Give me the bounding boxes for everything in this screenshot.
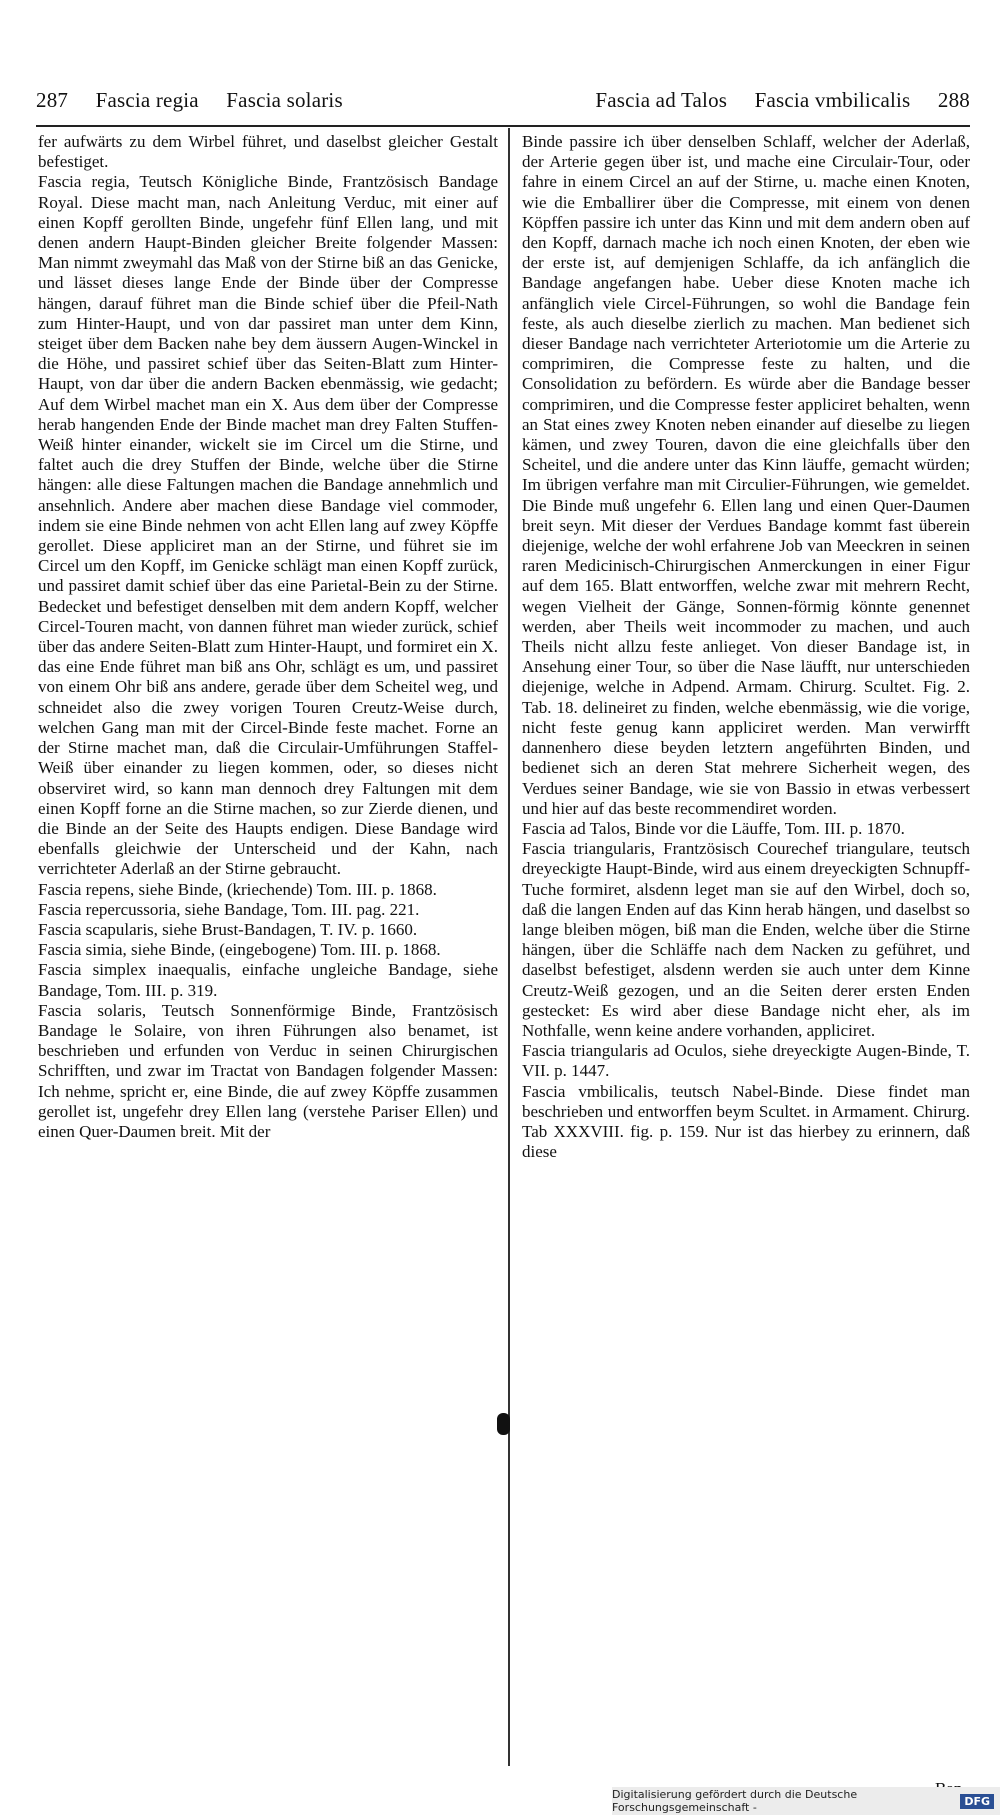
footer-text: Digitalisierung gefördert durch die Deutsche Forschungsgemeinschaft - (612, 1788, 858, 1814)
page-number-right: 288 (937, 88, 970, 112)
entry-fascia-vmbilicalis: Fascia vmbilicalis, teutsch Nabel-Binde. Diese findet man beschrieben und entworffen beym Scultet. in Armament. Chirurg. Tab XXXVIII. fig. p. 159. Nur ist das hierbey zu erinnern, daß diese (522, 1081, 970, 1162)
entry-fascia-simplex: Fascia simplex inaequalis, einfache ungleiche Bandage, siehe Bandage, Tom. III. p. 319. (38, 960, 498, 1000)
entry-fascia-triangularis: Fascia triangularis, Frantzösisch Courechef triangulare, teutsch dreyeckigte Haupt-Binde, wird aus einem dreyeckigten Schnupff-Tuche formiret, alsdenn leget man sie auf den Wirbel, doch so, daß die langen Enden auf das Kinn herab hängen, und daselbst so lange bleiben mögen, biß man die Enden, welche über die Stirne hängen, über die Schläffe nach dem Nacken zu geführet, und daselbst befestiget, alsdenn werden sie auch unter dem Kinne Creutz-Weiß gezogen, und an die Seiten derer ersten Enden gestecket: Es wird aber diese Bandage nicht eher, als im Nothfalle, wenn keine andere vorhanden, appliciret. (522, 839, 970, 1040)
header-term-4: Fascia vmbilicalis (754, 88, 911, 112)
column-divider (508, 128, 510, 1766)
header-term-1: Fascia regia (95, 88, 199, 112)
digitization-footer (612, 1787, 1000, 1815)
entry-solaris-continued: Binde passire ich über denselben Schlaff, welcher der Aderlaß, der Arterie gegen über ist, und mache eine Circulair-Tour, oder fahre in einem Circel an auf der Stirne, u. mache einen Knoten, wie die Emballirer über die Compresse, mit einem von denen Köpffen passire ich unter das Kinn und mit dem andern oben auf den Kopff, darnach mache ich noch einen Knoten, der eben wie der erste ist, auf demjenigen Schlaffe, da ich anfänglich die Bandage angefangen habe. Ueber diese Knoten mache ich anfänglich viele Circel-Führungen, so wohl die Bandage fein feste, als auch dieselbe zierlich zu machen. Man bedienet sich dieser Bandage nach verrichteter Arteriotomie um die Arterie zu comprimiren, die Compresse feste zu halten, und die Consolidation zu befördern. Es würde aber die Bandage besser comprimiren, und die Compresse fester appliciret behalten, wenn an Stat eines zwey Knoten neben einander auf dieselbe zu liegen kämen, und zwey Touren, davon die eine gleichfalls über den Scheitel, und die andere unter das Kinn läuffe, gemacht würden; Im übrigen verfahre man mit Circulier-Führungen, wie gemeldet. Die Binde muß ungefehr 6. Ellen lang und einen Quer-Daumen breit seyn. Mit dieser der Verdues Bandage kommt fast überein diejenige, welche der wohl erfahrene Job van Meeckren in seinen raren Medicinisch-Chirurgischen Anmerckungen in einer Figur auf dem 165. Blatt entworffen, welche zwar mit mehrern Recht, wegen Vielheit der Gänge, Sonnen-förmig könnte genennet werden, aber Theils weit incommoder zu machen, und auch Theils nicht allzu feste anlieget. Von dieser Bandage ist, in Ansehung einer Tour, so über die Nase läufft, nur unterschieden diejenige, welche in Adpend. Armam. Chirurg. Scultet. Fig. 2. Tab. 18. delineiret zu finden, welche ebenmässig, wie die vorige, nicht feste genug kann appliciret werden. Man verwirfft dannenhero diese beyden letztern angeführten Binden, und bedienet sich an deren Stat mehrere Sicherheit wegen, des Verdues seiner Bandage, wie sie von Bassio in etwas verbessert und hier auf das beste recommendiret worden. (522, 132, 970, 818)
entry-fascia-ad-talos: Fascia ad Talos, Binde vor die Läuffe, Tom. III. p. 1870. (522, 818, 905, 838)
header-left (36, 88, 365, 113)
entry-fascia-triangularis-oculos: Fascia triangularis ad Oculos, siehe dreyeckigte Augen-Binde, T. VII. p. 1447. (522, 1041, 970, 1081)
ink-blot (497, 1413, 510, 1435)
entry-fascia-scapularis: Fascia scapularis, siehe Brust-Bandagen, T. IV. p. 1660. (38, 919, 418, 939)
entry-fascia-repens: Fascia repens, siehe Binde, (kriechende) Tom. III. p. 1868. (38, 879, 437, 899)
header-term-3: Fascia ad Talos (595, 88, 728, 112)
header-right (595, 88, 970, 113)
header-rule (36, 125, 970, 127)
entry-fascia-repercussoria: Fascia repercussoria, siehe Bandage, Tom. III. pag. 221. (38, 899, 420, 919)
page-number-left: 287 (36, 88, 69, 112)
entry-fascia-simia: Fascia simia, siehe Binde, (eingebogene) Tom. III. p. 1868. (38, 940, 441, 960)
header-term-2: Fascia solaris (226, 88, 343, 112)
entry-continuation: fer aufwärts zu dem Wirbel führet, und daselbst gleicher Gestalt befestiget. (38, 132, 498, 172)
running-header (36, 88, 970, 124)
entry-fascia-solaris: Fascia solaris, Teutsch Sonnenförmige Binde, Frantzösisch Bandage le Solaire, von ihren Führungen also benamet, ist beschrieben und erfunden von Verduc in seinen Chirurgischen Schrifften, und zwar im Tractat von Bandagen folgender Massen: Ich nehme, spricht er, eine Binde, die auf zwey Köpffe zusammen gerollet ist, ungefehr drey Ellen lang (verstehe Pariser Ellen) und einen Quer-Daumen breit. Mit der (38, 1000, 498, 1141)
left-column (38, 132, 498, 1142)
right-column (522, 132, 970, 1162)
dfg-logo: DFG (960, 1794, 994, 1809)
entry-fascia-regia: Fascia regia, Teutsch Königliche Binde, Frantzösisch Bandage Royal. Diese macht man, nach Anleitung Verduc, mit einer auf einen Kopff gerollten Binde, ungefehr fünf Ellen lang, und mit denen andern Haupt-Binden gleicher Breite folgender Massen: Man nimmt zweymahl das Maß von der Stirne biß an das Genicke, und lässet dieses lange Ende der Binde über der Compresse hängen, darauf führet man die Binde schief über die Pfeil-Nath zum Hinter-Haupt, und von dar passiret man unter dem Kinn, steiget über dem Backen nahe bey dem äussern Augen-Winckel in die Höhe, und passiret schief über das Seiten-Blatt zum Hinter-Haupt, von dar über die andern Backen ebenmässig, wie gedacht; Auf dem Wirbel machet man ein X. Aus dem über der Compresse herab hangenden Ende der Binde machet man drey Falten Stuffen-Weiß hinter einander, wickelt sie im Circel um die Stirne, und faltet auch die drey Stuffen der Binde, welche über die Stirne hängen: alle diese Faltungen machen die Bandage annehmlich und ansehnlich. Andere aber machen diese Bandage viel commoder, indem sie eine Binde nehmen von acht Ellen lang auf zwey Köpffe gerollet. Diese appliciret man an der Stirne, und führet sie im Circel um den Kopff, im Genicke schlägt man einen Kopff zurück, und passiret damit schief über das eine Parietal-Bein zu der Stirne. Bedecket und befestiget denselben mit dem andern Kopff, welcher Circel-Touren macht, von dannen führet man wieder zurück, schief über das andere Seiten-Blatt zum Hinter-Haupt, und formiret ein X. das eine Ende führet man biß ans Ohr, schlägt es um, und passiret von einem Ohr biß ans andere, gerade über dem Scheitel weg, und schneidet also die zwey vorigen Touren Creutz-Weise durch, welchen Gang man mit der Circel-Binde feste machet. Forne an der Stirne machet man, daß die Circulair-Umführungen Staffel-Weiß über einander zu liegen kommen, oder, so dieses nicht observiret wird, so kann man dennoch drey Faltungen mit dem einen Kopff forne an die Stirne machen, so zur Zierde dienen, und die Binde an der Seite des Haupts endigen. Diese Bandage wird ebenfalls gleichwie der Unterscheid und der Kahn, nach verrichteter Aderlaß an der Stirne gebraucht. (38, 172, 498, 879)
